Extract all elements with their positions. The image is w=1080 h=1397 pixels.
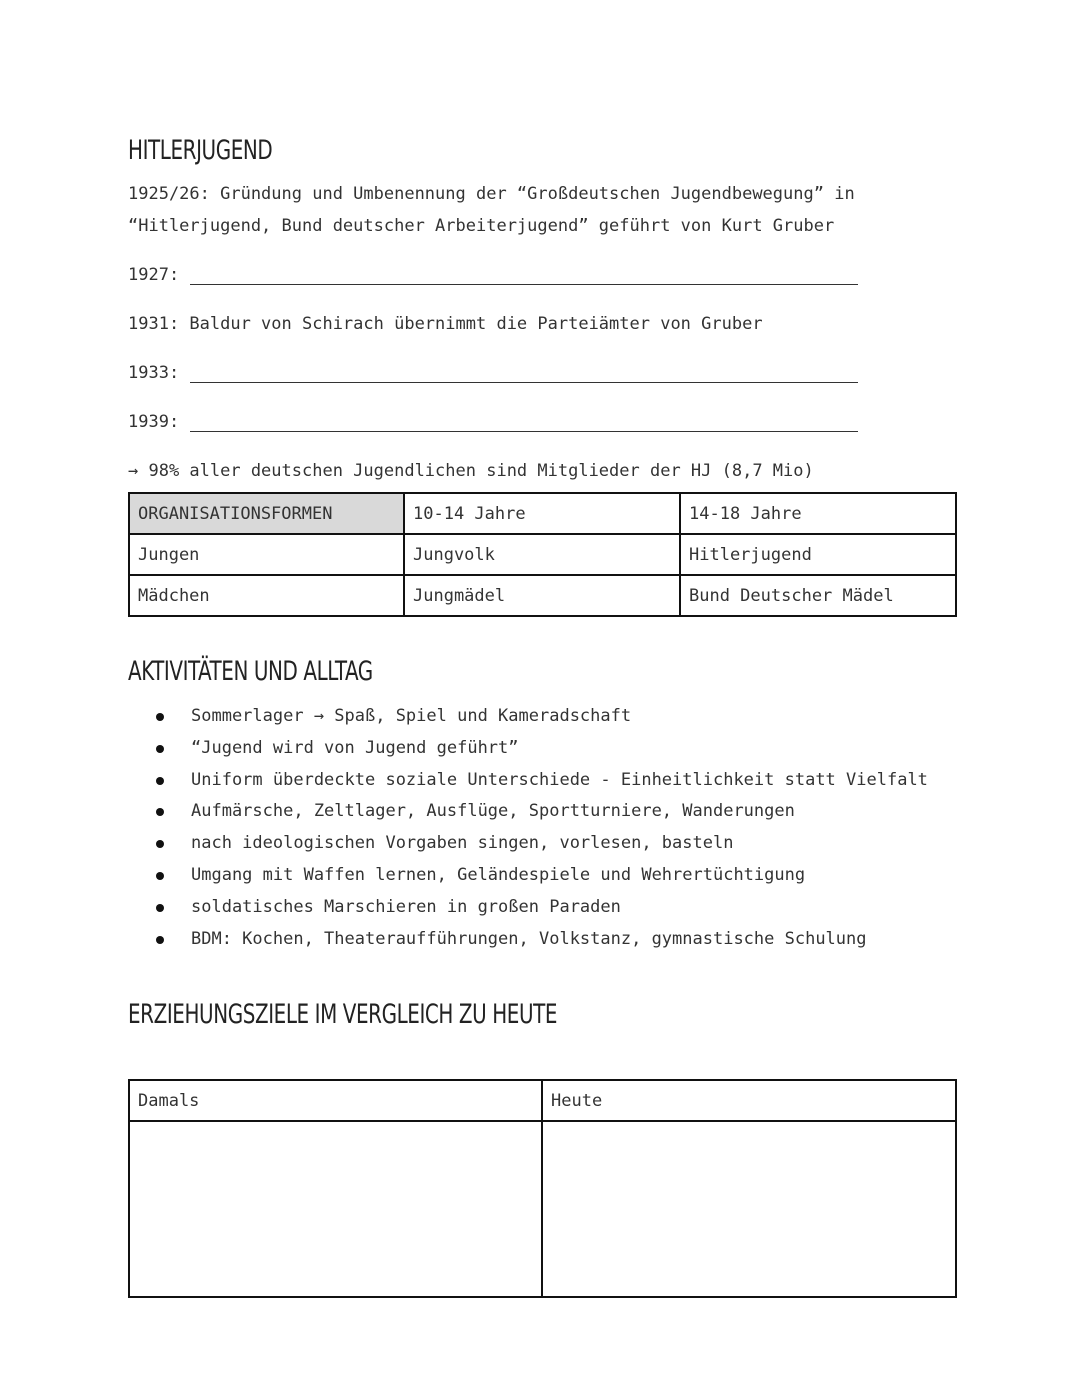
list-item: Sommerlager → Spaß, Spiel und Kameradschaft xyxy=(156,701,928,733)
comparison-table xyxy=(128,1079,957,1298)
heading-aktivitaeten: AKTIVITÄTEN UND ALLTAG xyxy=(128,656,373,687)
table-header-cell: ORGANISATIONSFORMEN xyxy=(129,493,404,534)
list-item: Uniform überdeckte soziale Unterschiede - Einheitlichkeit statt Vielfalt xyxy=(156,765,928,797)
organisation-table xyxy=(128,492,957,617)
intro-line-1: 1925/26: Gründung und Umbenennung der “Großdeutschen Jugendbewegung” in xyxy=(128,184,855,204)
bullet-icon xyxy=(156,713,164,721)
bullet-icon xyxy=(156,777,164,785)
table-header-cell: 10-14 Jahre xyxy=(404,493,680,534)
answer-cell-damals[interactable] xyxy=(129,1121,542,1297)
blank-line-1927[interactable] xyxy=(190,284,858,285)
list-item: Aufmärsche, Zeltlager, Ausflüge, Sportturniere, Wanderungen xyxy=(156,796,928,828)
entry-1939 xyxy=(128,412,858,436)
table-header-cell: 14-18 Jahre xyxy=(680,493,956,534)
list-item: nach ideologischen Vorgaben singen, vorlesen, basteln xyxy=(156,828,928,860)
table-cell: Mädchen xyxy=(129,575,404,616)
answer-cell-heute[interactable] xyxy=(542,1121,956,1297)
blank-line-1933[interactable] xyxy=(190,382,858,383)
table-cell: Jungen xyxy=(129,534,404,575)
entry-1931: 1931: Baldur von Schirach übernimmt die Parteiämter von Gruber xyxy=(128,314,763,334)
list-item: Umgang mit Waffen lernen, Geländespiele und Wehrertüchtigung xyxy=(156,860,928,892)
bullet-icon xyxy=(156,840,164,848)
entry-1933 xyxy=(128,363,858,387)
comparison-answer-row xyxy=(129,1121,956,1297)
year-label-1939: 1939: xyxy=(128,412,180,432)
table-header-row xyxy=(129,493,956,534)
bullet-icon xyxy=(156,904,164,912)
comparison-header-heute: Heute xyxy=(542,1080,956,1121)
table-cell: Jungmädel xyxy=(404,575,680,616)
membership-note: → 98% aller deutschen Jugendlichen sind Mitglieder der HJ (8,7 Mio) xyxy=(128,461,814,481)
entry-1927 xyxy=(128,265,858,289)
bullet-icon xyxy=(156,936,164,944)
blank-line-1939[interactable] xyxy=(190,431,858,432)
table-cell: Jungvolk xyxy=(404,534,680,575)
intro-line-2: “Hitlerjugend, Bund deutscher Arbeiterjugend” geführt von Kurt Gruber xyxy=(128,216,835,236)
table-row xyxy=(129,534,956,575)
comparison-header-damals: Damals xyxy=(129,1080,542,1121)
bullet-icon xyxy=(156,808,164,816)
table-row xyxy=(129,575,956,616)
activities-list xyxy=(156,701,928,955)
year-label-1933: 1933: xyxy=(128,363,180,383)
table-cell: Bund Deutscher Mädel xyxy=(680,575,956,616)
comparison-header-row xyxy=(129,1080,956,1121)
bullet-icon xyxy=(156,745,164,753)
bullet-icon xyxy=(156,872,164,880)
heading-hitlerjugend: HITLERJUGEND xyxy=(128,135,273,166)
list-item: BDM: Kochen, Theateraufführungen, Volkstanz, gymnastische Schulung xyxy=(156,924,928,956)
list-item: “Jugend wird von Jugend geführt” xyxy=(156,733,928,765)
heading-erziehungsziele: ERZIEHUNGSZIELE IM VERGLEICH ZU HEUTE xyxy=(128,999,558,1030)
list-item: soldatisches Marschieren in großen Paraden xyxy=(156,892,928,924)
year-label-1927: 1927: xyxy=(128,265,180,285)
table-cell: Hitlerjugend xyxy=(680,534,956,575)
activities-list-container xyxy=(128,701,958,961)
